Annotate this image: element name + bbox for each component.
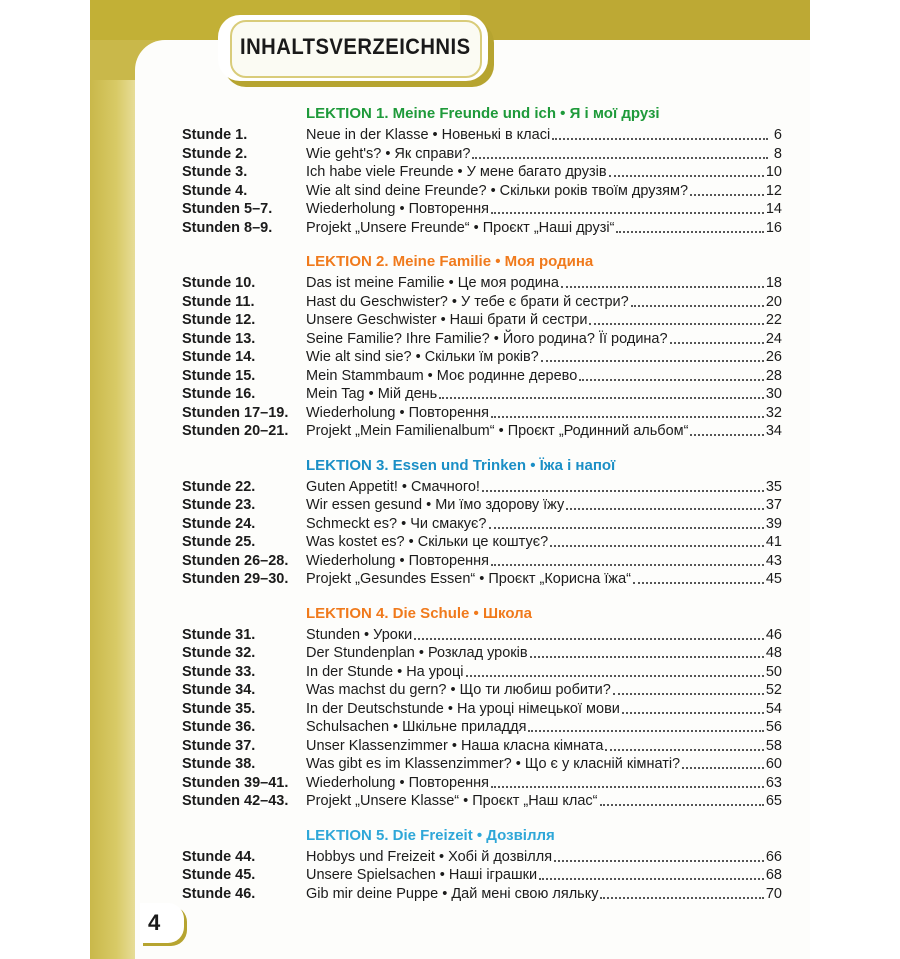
toc-entry-page: 50 — [765, 663, 782, 680]
toc-entry-label: Stunde 32. — [182, 645, 256, 661]
toc-entry-page: 68 — [765, 867, 782, 883]
dot-leader — [550, 533, 764, 547]
toc-entry-page: 20 — [765, 293, 782, 310]
toc-entry[interactable] — [182, 404, 782, 423]
page-title: INHALTSVERZEICHNIS — [240, 34, 471, 59]
toc-entry-label: Stunde 38. — [182, 756, 256, 772]
toc-entry-label: Stunden 29–30. — [182, 571, 289, 587]
toc-entry-label: Stunde 15. — [182, 367, 256, 384]
toc-entry-label: Stunde 33. — [182, 663, 256, 680]
dot-leader — [690, 422, 763, 436]
toc-entry-label: Stunden 17–19. — [182, 404, 289, 421]
toc-entry-page: 6 — [773, 127, 782, 143]
lesson-section — [182, 824, 782, 904]
lesson-title: LEKTION 3. Essen und Trinken • Їжа і напої — [306, 456, 616, 474]
toc-entry[interactable] — [182, 348, 782, 367]
toc-entry-title: Wiederholung • Повторення — [306, 201, 490, 217]
toc-entry-title: Gib mir deine Puppe • Дай мені свою ляльку — [306, 885, 599, 902]
toc-entry[interactable] — [182, 718, 782, 737]
toc-entry-title: Projekt „Unsere Klasse“ • Проєкт „Наш клас“ — [306, 793, 598, 809]
page-fold — [90, 80, 138, 959]
toc-entry-label: Stunde 10. — [182, 275, 256, 291]
top-band-shade — [460, 0, 810, 40]
toc-entry[interactable] — [182, 311, 782, 330]
toc-entry[interactable] — [182, 163, 782, 182]
toc-entry[interactable] — [182, 478, 782, 497]
dot-leader — [589, 311, 763, 325]
toc-entry-page: 58 — [765, 737, 782, 754]
toc-entry-title: Unser Klassenzimmer • Наша класна кімната — [306, 737, 604, 754]
toc-entry-title: Das ist meine Familie • Це моя родина — [306, 275, 559, 291]
toc-entry-page: 10 — [765, 164, 782, 180]
page-number-badge — [140, 903, 184, 943]
dot-leader — [616, 219, 763, 233]
toc-entry-label: Stunde 13. — [182, 330, 256, 347]
toc-entry-title: In der Stunde • На уроці — [306, 663, 464, 680]
toc-entry-page: 30 — [765, 386, 782, 402]
lesson-title: LEKTION 5. Die Freizeit • Дозвілля — [306, 826, 555, 844]
toc-entry[interactable] — [182, 700, 782, 719]
toc-entry-label: Stunde 44. — [182, 848, 256, 865]
toc-entry-title: Wiederholung • Повторення — [306, 552, 490, 569]
dot-leader — [613, 681, 764, 695]
toc-entry-page: 14 — [765, 201, 782, 217]
lesson-title: LEKTION 4. Die Schule • Школа — [306, 604, 532, 622]
toc-entry-title: Hobbys und Freizeit • Хобі й дозвілля — [306, 848, 553, 865]
toc-entry[interactable] — [182, 182, 782, 201]
toc-entry-label: Stunde 4. — [182, 182, 248, 199]
toc-entry-title: In der Deutschstunde • На уроці німецької мови — [306, 700, 620, 717]
dot-leader — [552, 126, 768, 140]
toc-entry-label: Stunden 26–28. — [182, 552, 289, 569]
table-of-contents — [182, 102, 782, 916]
toc-entry-page: 32 — [765, 404, 782, 421]
toc-entry-label: Stunde 14. — [182, 349, 256, 365]
toc-entry-title: Projekt „Unsere Freunde“ • Проєкт „Наші друзі“ — [306, 219, 615, 236]
toc-entry-page: 22 — [765, 312, 782, 328]
dot-leader — [633, 570, 764, 584]
toc-entry-title: Wie alt sind sie? • Скільки їм років? — [306, 349, 539, 365]
dot-leader — [491, 552, 764, 566]
toc-entry-label: Stunde 1. — [182, 127, 248, 143]
dot-leader — [561, 274, 764, 288]
toc-entry[interactable] — [182, 200, 782, 219]
toc-entry-page: 45 — [765, 571, 782, 587]
toc-entry-label: Stunde 2. — [182, 145, 248, 162]
toc-entry-page: 63 — [765, 774, 782, 791]
toc-entry[interactable] — [182, 367, 782, 386]
dot-leader — [491, 774, 764, 788]
toc-entry-title: Guten Appetit! • Смачного! — [306, 478, 480, 495]
toc-entry-title: Wiederholung • Повторення — [306, 774, 490, 791]
toc-entry-page: 12 — [765, 182, 782, 199]
toc-entry-title: Hast du Geschwister? • У тебе є брати й сестри? — [306, 293, 629, 310]
toc-entry-title: Mein Tag • Мій день — [306, 386, 438, 402]
toc-entry-title: Schmeckt es? • Чи смакує? — [306, 515, 487, 532]
toc-entry-title: Seine Familie? Ihre Familie? • Його родина? Її родина? — [306, 330, 668, 347]
dot-leader — [539, 866, 764, 880]
toc-entry-page: 26 — [765, 349, 782, 365]
lesson-section — [182, 250, 782, 441]
toc-entry[interactable] — [182, 219, 782, 238]
dot-leader — [605, 737, 763, 751]
toc-entry-label: Stunde 25. — [182, 534, 256, 550]
toc-entry[interactable] — [182, 570, 782, 589]
toc-entry-label: Stunde 11. — [182, 293, 255, 310]
toc-entry-title: Der Stundenplan • Розклад уроків — [306, 645, 528, 661]
dot-leader — [579, 367, 764, 381]
toc-entry-page: 66 — [765, 848, 782, 865]
toc-entry-page: 56 — [765, 719, 782, 735]
dot-leader — [466, 663, 764, 677]
toc-entry-label: Stunde 12. — [182, 312, 256, 328]
toc-entry-page: 28 — [765, 367, 782, 384]
toc-entry-label: Stunden 20–21. — [182, 423, 289, 439]
dot-leader — [489, 515, 764, 529]
toc-entry-page: 24 — [765, 330, 782, 347]
dot-leader — [439, 385, 764, 399]
dot-leader — [491, 404, 764, 418]
toc-entry-label: Stunde 34. — [182, 682, 256, 698]
toc-entry-label: Stunde 46. — [182, 885, 256, 902]
toc-entry[interactable] — [182, 496, 782, 515]
dot-leader — [609, 163, 764, 177]
toc-entry-title: Wir essen gesund • Ми їмо здорову їжу — [306, 497, 565, 513]
toc-entry-label: Stunde 24. — [182, 515, 256, 532]
toc-entry[interactable] — [182, 866, 782, 885]
toc-entry[interactable] — [182, 293, 782, 312]
lesson-section — [182, 454, 782, 589]
lesson-title: LEKTION 1. Meine Freunde und ich • Я і мої друзі — [306, 105, 660, 122]
toc-entry-page: 8 — [773, 145, 782, 162]
toc-entry-label: Stunde 22. — [182, 478, 256, 495]
toc-entry-label: Stunden 39–41. — [182, 774, 289, 791]
toc-entry-label: Stunde 45. — [182, 867, 256, 883]
toc-entry-title: Wie geht's? • Як справи? — [306, 145, 471, 162]
toc-entry-page: 34 — [765, 423, 782, 439]
toc-entry[interactable] — [182, 385, 782, 404]
toc-entry-page: 18 — [765, 275, 782, 291]
toc-entry-label: Stunde 31. — [182, 626, 256, 643]
toc-entry-label: Stunden 5–7. — [182, 201, 273, 217]
dot-leader — [541, 348, 764, 362]
toc-entry-label: Stunde 23. — [182, 497, 256, 513]
toc-entry-label: Stunde 37. — [182, 737, 256, 754]
toc-entry-page: 35 — [765, 478, 782, 495]
toc-entry-page: 60 — [765, 756, 782, 772]
toc-entry[interactable] — [182, 681, 782, 700]
toc-entry[interactable] — [182, 515, 782, 534]
lesson-section — [182, 102, 782, 237]
toc-entry-page: 41 — [765, 534, 782, 550]
dot-leader — [554, 848, 764, 862]
toc-entry-title: Was gibt es im Klassenzimmer? • Що є у класній кімнаті? — [306, 756, 681, 772]
dot-leader — [530, 644, 764, 658]
toc-entry-title: Unsere Spielsachen • Наші іграшки — [306, 867, 538, 883]
toc-entry-title: Projekt „Gesundes Essen“ • Проєкт „Корисна їжа“ — [306, 571, 631, 587]
toc-entry-title: Stunden • Уроки — [306, 626, 413, 643]
dot-leader — [682, 755, 764, 769]
toc-entry-page: 46 — [765, 626, 782, 643]
page-number: 4 — [148, 910, 161, 935]
toc-entry-page: 54 — [765, 700, 782, 717]
toc-entry[interactable] — [182, 274, 782, 293]
toc-entry-title: Wie alt sind deine Freunde? • Скільки років твоїм друзям? — [306, 182, 689, 199]
toc-entry-title: Schulsachen • Шкільне приладдя — [306, 719, 527, 735]
toc-entry-page: 70 — [765, 885, 782, 902]
toc-entry-title: Was machst du gern? • Що ти любиш робити? — [306, 682, 611, 698]
toc-entry-label: Stunden 8–9. — [182, 219, 273, 236]
dot-leader — [491, 200, 764, 214]
dot-leader — [482, 478, 764, 492]
dot-leader — [690, 182, 764, 196]
toc-entry-page: 39 — [765, 515, 782, 532]
toc-entry[interactable] — [182, 533, 782, 552]
lesson-title: LEKTION 2. Meine Familie • Моя родина — [306, 253, 594, 270]
toc-entry-title: Neue in der Klasse • Новенькі в класі — [306, 127, 551, 143]
toc-entry[interactable] — [182, 737, 782, 756]
toc-entry-page: 37 — [765, 497, 782, 513]
dot-leader — [600, 792, 764, 806]
toc-entry-label: Stunden 42–43. — [182, 793, 289, 809]
toc-entry-label: Stunde 35. — [182, 700, 256, 717]
dot-leader — [528, 718, 763, 732]
toc-entry-label: Stunde 16. — [182, 386, 256, 402]
toc-entry[interactable] — [182, 848, 782, 867]
toc-entry[interactable] — [182, 552, 782, 571]
toc-entry-title: Wiederholung • Повторення — [306, 404, 490, 421]
toc-entry-page: 48 — [765, 645, 782, 661]
toc-entry[interactable] — [182, 885, 782, 904]
toc-entry[interactable] — [182, 145, 782, 164]
toc-entry-label: Stunde 3. — [182, 164, 248, 180]
dot-leader — [472, 145, 768, 159]
dot-leader — [631, 293, 764, 307]
toc-entry-title: Unsere Geschwister • Наші брати й сестри — [306, 312, 588, 328]
toc-entry[interactable] — [182, 422, 782, 441]
toc-entry[interactable] — [182, 774, 782, 793]
dot-leader — [622, 700, 764, 714]
toc-entry-page: 65 — [765, 793, 782, 809]
toc-entry[interactable] — [182, 663, 782, 682]
toc-entry-title: Ich habe viele Freunde • У мене багато друзів — [306, 164, 607, 180]
toc-entry-page: 52 — [765, 682, 782, 698]
toc-entry-page: 16 — [765, 219, 782, 236]
dot-leader — [566, 496, 764, 510]
toc-entry-title: Projekt „Mein Familienalbum“ • Проєкт „Родинний альбом“ — [306, 423, 689, 439]
dot-leader — [414, 626, 764, 640]
dot-leader — [600, 885, 763, 899]
toc-entry[interactable] — [182, 626, 782, 645]
lesson-section — [182, 602, 782, 811]
toc-entry[interactable] — [182, 126, 782, 145]
toc-entry[interactable] — [182, 792, 782, 811]
toc-entry[interactable] — [182, 330, 782, 349]
toc-entry-label: Stunde 36. — [182, 719, 256, 735]
dot-leader — [670, 330, 764, 344]
toc-entry-page: 43 — [765, 552, 782, 569]
toc-entry[interactable] — [182, 755, 782, 774]
toc-entry[interactable] — [182, 644, 782, 663]
toc-entry-title: Was kostet es? • Скільки це коштує? — [306, 534, 549, 550]
toc-entry-title: Mein Stammbaum • Моє родинне дерево — [306, 367, 578, 384]
